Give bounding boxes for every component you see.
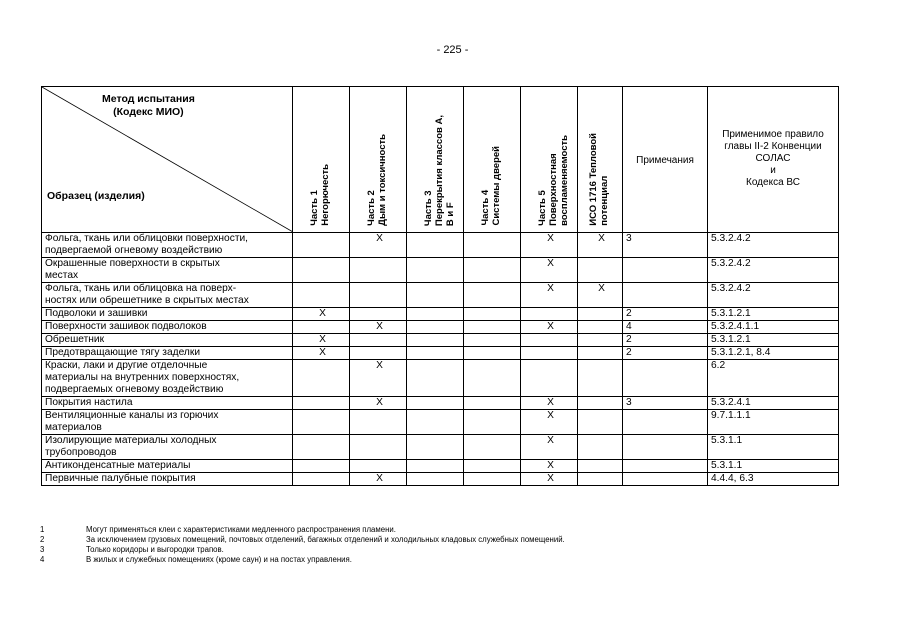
notes-cell — [623, 258, 708, 283]
sample-name-line: Окрашенные поверхности в скрытых — [45, 258, 220, 269]
test-mark-cell — [464, 308, 521, 321]
rule-cell: 9.7.1.1.1 — [708, 410, 839, 435]
footnote — [40, 555, 565, 565]
column-header-line: Часть 1 — [309, 190, 320, 226]
footnote-text: За исключением грузовых помещений, почтовых отделений, багажных отделений и холодильных кладовых служебных помещений. — [86, 535, 565, 544]
sample-name-cell — [42, 435, 293, 460]
sample-name-cell — [42, 397, 293, 410]
test-mark-cell — [464, 435, 521, 460]
test-mark-cell — [350, 308, 407, 321]
rule-cell: 5.3.1.2.1, 8.4 — [708, 347, 839, 360]
notes-cell — [623, 460, 708, 473]
table-row — [42, 397, 839, 410]
rule-cell: 5.3.2.4.2 — [708, 233, 839, 258]
table-row — [42, 334, 839, 347]
sample-name-line: местах — [45, 270, 79, 281]
test-mark-cell — [350, 347, 407, 360]
rule-cell: 5.3.2.4.1 — [708, 397, 839, 410]
table-row — [42, 410, 839, 435]
sample-name-line: ностях или обрешетнике в скрытых местах — [45, 295, 249, 306]
notes-cell: 4 — [623, 321, 708, 334]
rule-cell: 5.3.1.2.1 — [708, 334, 839, 347]
test-mark-cell: X — [350, 360, 407, 397]
footnote — [40, 535, 565, 545]
column-header-notes: Примечания — [623, 87, 708, 233]
test-mark-cell — [407, 321, 464, 334]
notes-cell: 2 — [623, 334, 708, 347]
notes-cell: 3 — [623, 397, 708, 410]
test-mark-cell — [407, 397, 464, 410]
sample-name-line: материалов — [45, 422, 102, 433]
sample-heading: Образец (изделия) — [47, 190, 145, 202]
notes-cell — [623, 473, 708, 486]
rule-header-line: главы II-2 Конвенции — [724, 141, 822, 152]
test-mark-cell: X — [350, 397, 407, 410]
sample-name-line: Подволоки и зашивки — [45, 308, 148, 319]
rule-header-line: Кодекса ВС — [746, 177, 800, 188]
test-mark-cell — [521, 334, 578, 347]
table-row — [42, 360, 839, 397]
sample-name-line: Изолирующие материалы холодных — [45, 435, 217, 446]
table-row — [42, 347, 839, 360]
test-mark-cell: X — [521, 283, 578, 308]
sample-name-cell — [42, 460, 293, 473]
notes-cell: 2 — [623, 347, 708, 360]
test-mark-cell: X — [521, 435, 578, 460]
test-mark-cell — [464, 233, 521, 258]
table-row — [42, 283, 839, 308]
footnotes — [40, 525, 565, 565]
test-mark-cell: X — [521, 397, 578, 410]
table-row — [42, 460, 839, 473]
test-mark-cell — [464, 347, 521, 360]
test-mark-cell — [464, 360, 521, 397]
column-header-part4 — [464, 87, 521, 233]
column-header-part2 — [350, 87, 407, 233]
footnote-number: 2 — [40, 535, 45, 544]
fire-test-table — [41, 86, 839, 486]
sample-name-cell — [42, 473, 293, 486]
sample-name-cell — [42, 347, 293, 360]
test-mark-cell: X — [350, 233, 407, 258]
column-header-line: Негорючесть — [320, 164, 331, 226]
rule-cell: 6.2 — [708, 360, 839, 397]
page-number: - 225 - — [436, 44, 469, 56]
test-mark-cell — [521, 308, 578, 321]
sample-name-line: Поверхности зашивок подволоков — [45, 321, 207, 332]
test-mark-cell — [293, 473, 350, 486]
footnote-number: 1 — [40, 525, 45, 534]
footnote — [40, 545, 565, 555]
test-mark-cell: X — [521, 460, 578, 473]
sample-name-line: Краски, лаки и другие отделочные — [45, 360, 208, 371]
test-mark-cell: X — [293, 334, 350, 347]
column-header-part3 — [407, 87, 464, 233]
test-mark-cell — [293, 258, 350, 283]
test-mark-cell — [464, 321, 521, 334]
rule-cell: 5.3.2.4.2 — [708, 283, 839, 308]
rule-cell: 5.3.1.1 — [708, 435, 839, 460]
column-header-line: Перекрытия классов А, — [434, 114, 445, 226]
table-row — [42, 233, 839, 258]
sample-name-line: Антиконденсатные материалы — [45, 460, 191, 471]
rule-header-line: Применимое правило — [722, 129, 824, 140]
test-mark-cell — [407, 435, 464, 460]
test-mark-cell: X — [578, 283, 623, 308]
table-row — [42, 308, 839, 321]
column-header-line: воспламеняемость — [559, 135, 570, 226]
notes-cell — [623, 435, 708, 460]
test-mark-cell — [350, 410, 407, 435]
footnote-text: В жилых и служебных помещениях (кроме саун) и на постах управления. — [86, 555, 352, 564]
footnote-number: 3 — [40, 545, 45, 554]
test-mark-cell — [578, 473, 623, 486]
test-mark-cell — [578, 334, 623, 347]
test-mark-cell: X — [350, 473, 407, 486]
test-mark-cell — [407, 334, 464, 347]
sample-name-cell — [42, 360, 293, 397]
sample-name-line: подвергаемой огневому воздействию — [45, 245, 223, 256]
test-mark-cell: X — [293, 308, 350, 321]
test-mark-cell — [464, 410, 521, 435]
test-mark-cell: X — [521, 410, 578, 435]
test-mark-cell — [293, 435, 350, 460]
test-mark-cell — [464, 258, 521, 283]
test-mark-cell — [464, 473, 521, 486]
table-row — [42, 258, 839, 283]
sample-name-cell — [42, 233, 293, 258]
sample-name-line: Фольга, ткань или облицовки поверхности, — [45, 233, 249, 244]
test-mark-cell — [407, 258, 464, 283]
sample-name-line: Обрешетник — [45, 334, 105, 345]
footnote-text: Только коридоры и выгородки трапов. — [86, 545, 224, 554]
test-mark-cell — [407, 347, 464, 360]
corner-header-cell — [42, 87, 293, 233]
rule-cell: 5.3.1.1 — [708, 460, 839, 473]
sample-name-line: Вентиляционные каналы из горючих — [45, 410, 219, 421]
rule-cell: 5.3.2.4.1.1 — [708, 321, 839, 334]
footnote — [40, 525, 565, 535]
sample-name-line: трубопроводов — [45, 447, 117, 458]
footnote-number: 4 — [40, 555, 45, 564]
notes-cell: 2 — [623, 308, 708, 321]
test-mark-cell — [578, 435, 623, 460]
column-header-rule — [708, 87, 839, 233]
test-mark-cell: X — [521, 473, 578, 486]
test-mark-cell: X — [578, 233, 623, 258]
test-mark-cell — [350, 258, 407, 283]
test-mark-cell — [578, 347, 623, 360]
test-mark-cell: X — [521, 258, 578, 283]
method-heading: Метод испытания (Кодекс МИО) — [102, 93, 195, 118]
sample-name-cell — [42, 258, 293, 283]
test-mark-cell — [293, 410, 350, 435]
notes-cell — [623, 360, 708, 397]
test-mark-cell: X — [350, 321, 407, 334]
test-mark-cell — [464, 283, 521, 308]
test-mark-cell — [293, 360, 350, 397]
column-header-line: Системы дверей — [491, 146, 502, 226]
column-header-part1 — [293, 87, 350, 233]
column-header-iso1716 — [578, 87, 623, 233]
notes-cell — [623, 283, 708, 308]
sample-name-cell — [42, 410, 293, 435]
notes-cell: 3 — [623, 233, 708, 258]
column-header-line: Дым и токсичность — [377, 134, 388, 226]
column-header-line: потенциал — [599, 176, 610, 226]
test-mark-cell — [521, 360, 578, 397]
header-row — [42, 87, 839, 233]
table-row — [42, 473, 839, 486]
sample-name-line: Фольга, ткань или облицовка на поверх- — [45, 283, 237, 294]
test-mark-cell — [407, 410, 464, 435]
sample-name-line: Предотвращающие тягу заделки — [45, 347, 201, 358]
test-mark-cell — [464, 397, 521, 410]
test-mark-cell — [293, 233, 350, 258]
test-mark-cell — [293, 283, 350, 308]
sample-name-cell — [42, 308, 293, 321]
column-header-line: ИСО 1716 Тепловой — [588, 133, 599, 226]
test-mark-cell — [293, 397, 350, 410]
test-mark-cell — [350, 283, 407, 308]
test-mark-cell — [578, 460, 623, 473]
test-mark-cell — [293, 460, 350, 473]
test-mark-cell — [578, 321, 623, 334]
test-mark-cell — [578, 410, 623, 435]
table-row — [42, 435, 839, 460]
test-mark-cell — [464, 334, 521, 347]
sample-name-line: подвергаемых огневому воздействию — [45, 384, 224, 395]
column-header-line: Поверхностная — [548, 153, 559, 226]
test-mark-cell — [407, 283, 464, 308]
test-mark-cell — [578, 258, 623, 283]
column-header-line: Часть 2 — [366, 190, 377, 226]
test-mark-cell — [578, 360, 623, 397]
test-mark-cell: X — [521, 233, 578, 258]
test-mark-cell — [578, 308, 623, 321]
footnote-text: Могут применяться клеи с характеристиками медленного распространения пламени. — [86, 525, 396, 534]
test-mark-cell — [293, 321, 350, 334]
rule-cell: 5.3.2.4.2 — [708, 258, 839, 283]
notes-cell — [623, 410, 708, 435]
sample-name-cell — [42, 334, 293, 347]
sample-name-line: Первичные палубные покрытия — [45, 473, 196, 484]
rule-cell: 4.4.4, 6.3 — [708, 473, 839, 486]
column-header-line: Часть 5 — [537, 190, 548, 226]
column-header-line: Часть 3 — [423, 190, 434, 226]
test-mark-cell — [407, 360, 464, 397]
test-mark-cell — [350, 460, 407, 473]
sample-name-cell — [42, 283, 293, 308]
test-mark-cell — [407, 460, 464, 473]
test-mark-cell — [407, 473, 464, 486]
test-mark-cell — [350, 334, 407, 347]
test-mark-cell: X — [521, 321, 578, 334]
sample-name-cell — [42, 321, 293, 334]
column-header-part5 — [521, 87, 578, 233]
test-mark-cell: X — [293, 347, 350, 360]
test-mark-cell — [407, 308, 464, 321]
test-mark-cell — [578, 397, 623, 410]
rule-header-line: и — [770, 165, 776, 176]
rule-cell: 5.3.1.2.1 — [708, 308, 839, 321]
table-row — [42, 321, 839, 334]
test-mark-cell — [521, 347, 578, 360]
rule-header-line: СОЛАС — [755, 153, 791, 164]
column-header-line: В и F — [445, 202, 456, 226]
test-mark-cell — [350, 435, 407, 460]
sample-name-line: Покрытия настила — [45, 397, 133, 408]
test-mark-cell — [464, 460, 521, 473]
column-header-line: Часть 4 — [480, 190, 491, 226]
sample-name-line: материалы на внутренних поверхностях, — [45, 372, 240, 383]
test-mark-cell — [407, 233, 464, 258]
